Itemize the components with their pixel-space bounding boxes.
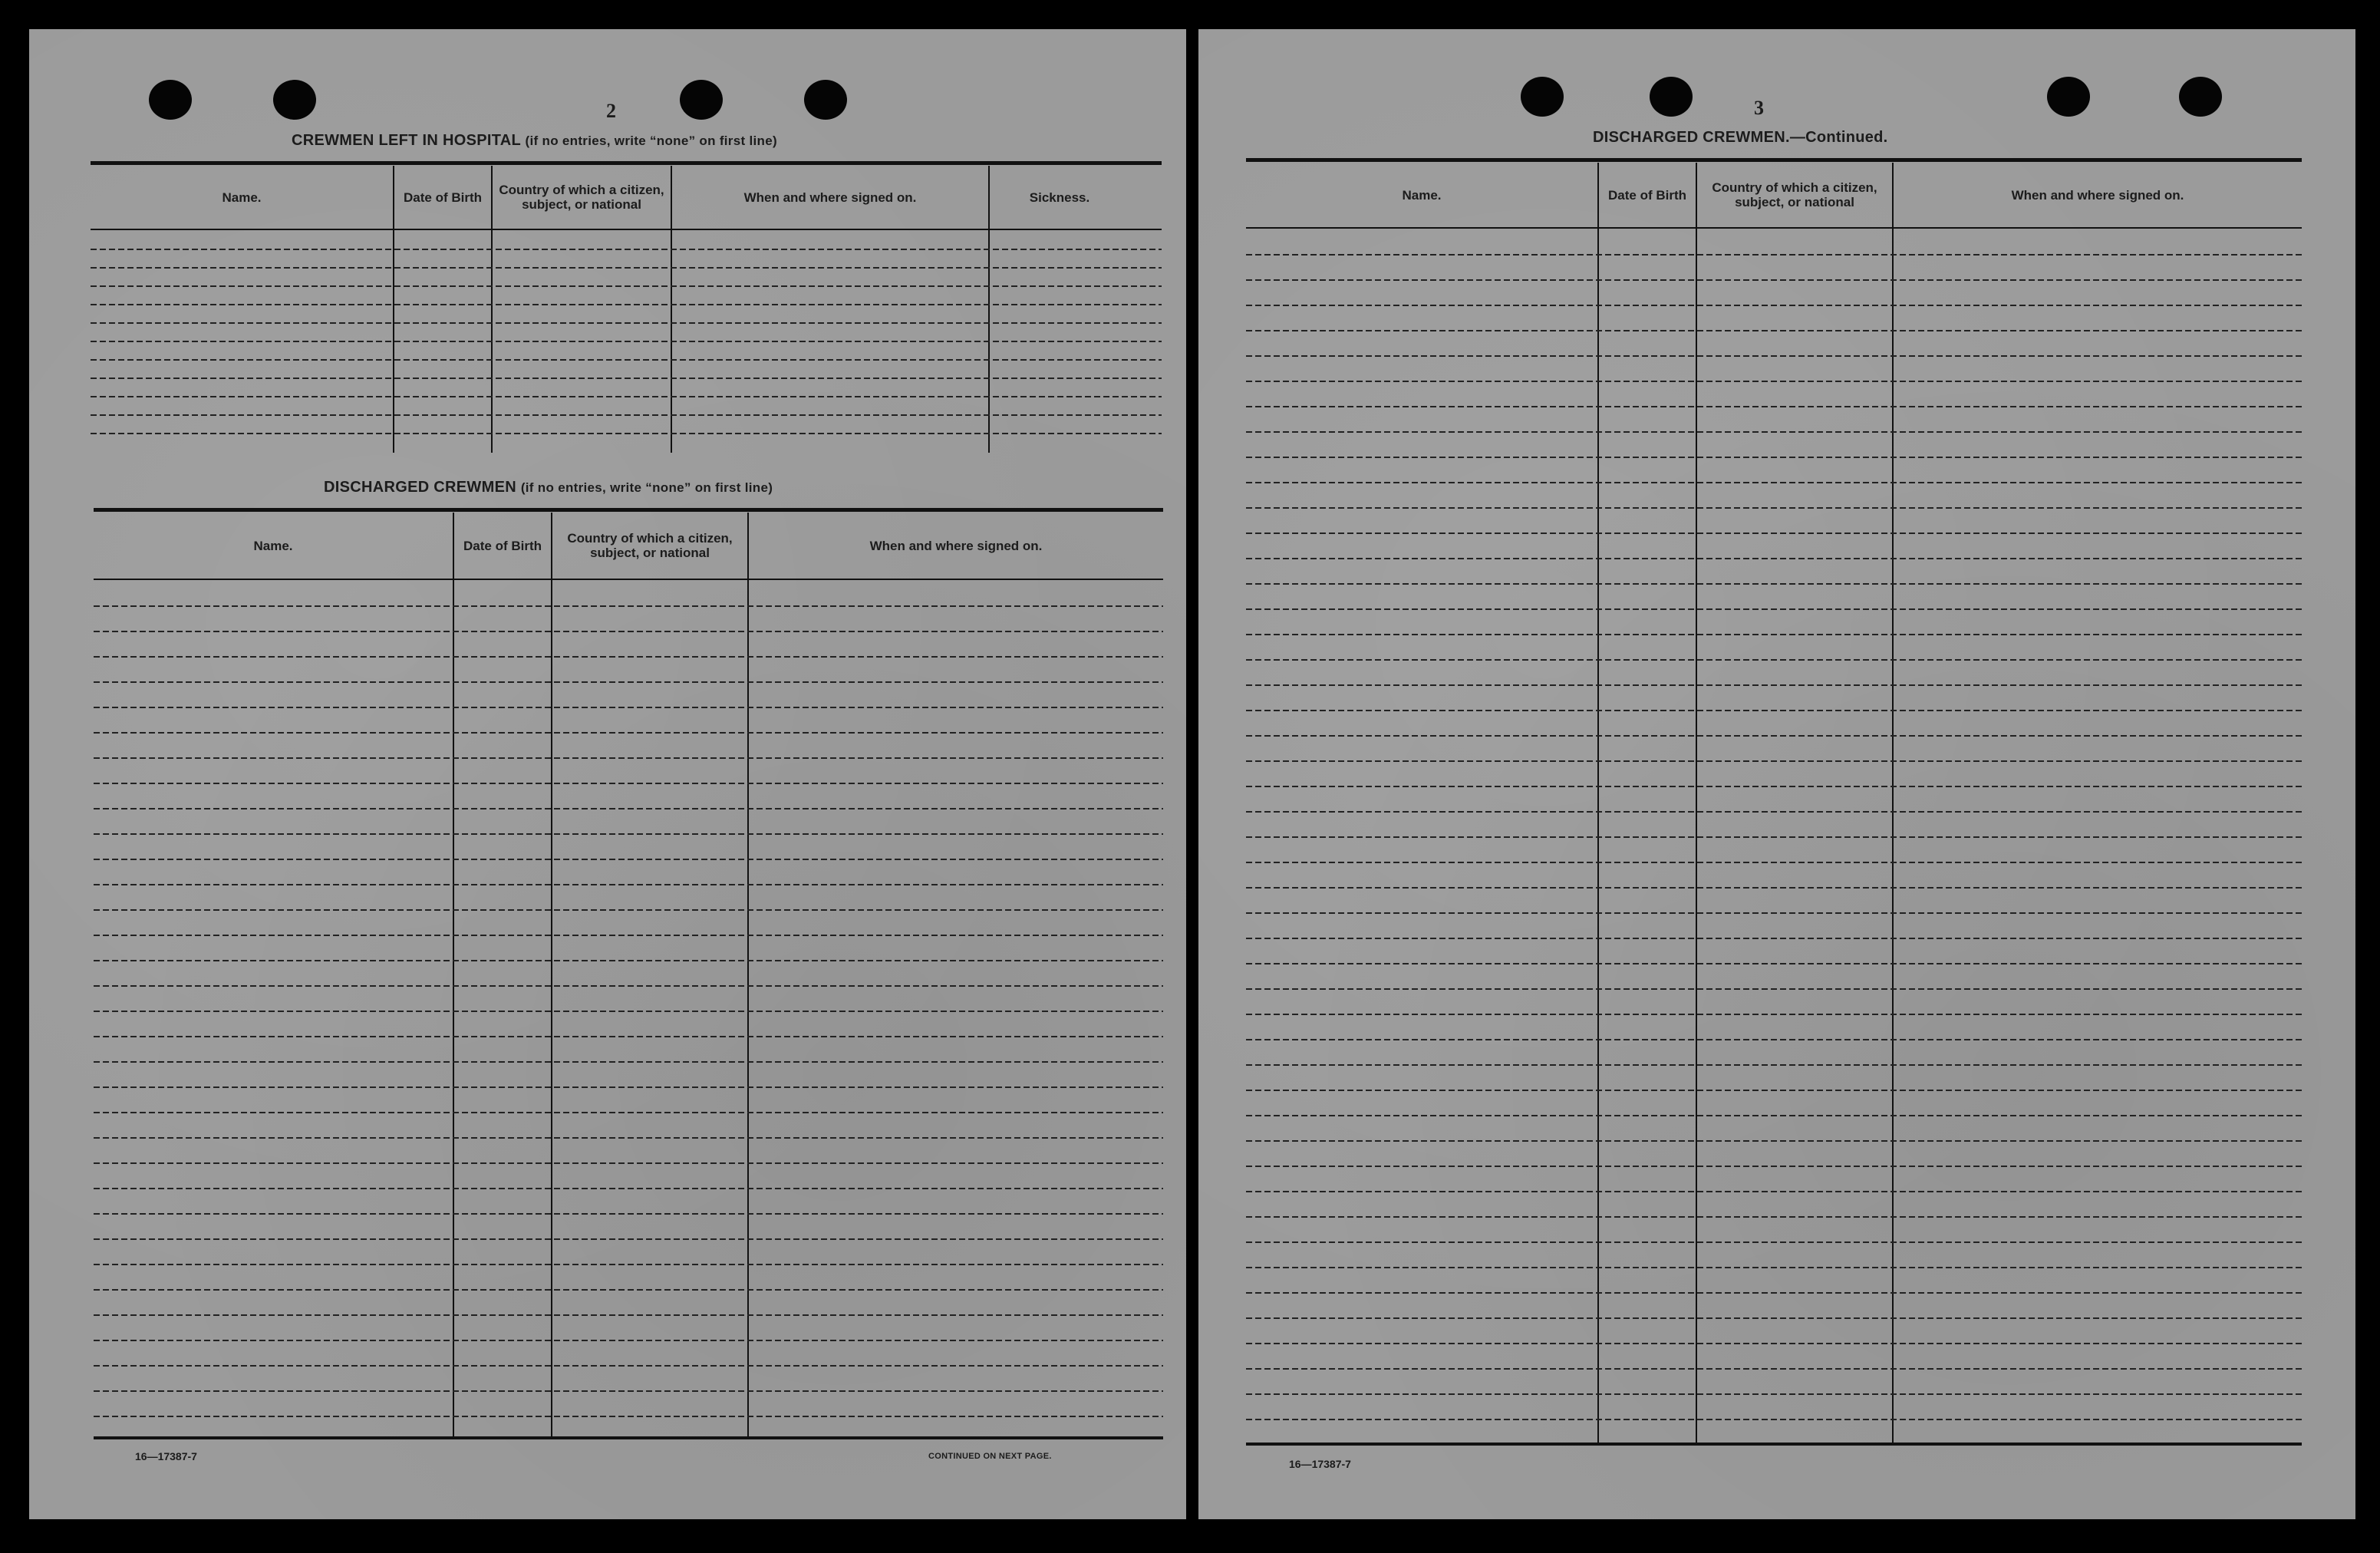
ruled-row-line bbox=[1246, 1393, 2302, 1395]
ruled-row-line bbox=[1246, 659, 2302, 661]
column-header-country: Country of which a citizen, subject, or national bbox=[1712, 180, 1877, 209]
ruled-row-line bbox=[1246, 507, 2302, 509]
ruled-row-line bbox=[94, 656, 1163, 658]
ruled-row-line bbox=[1246, 1267, 2302, 1268]
column-header-name: Name. bbox=[1402, 187, 1442, 203]
ruled-row-line bbox=[1246, 938, 2302, 939]
page-number: 3 bbox=[1754, 97, 1764, 119]
punch-hole bbox=[680, 80, 723, 120]
ruled-row-line bbox=[91, 285, 1162, 287]
ruled-row-line bbox=[1246, 710, 2302, 711]
ruled-row-line bbox=[1246, 684, 2302, 686]
ruled-row-line bbox=[94, 681, 1163, 683]
ruled-row-line bbox=[1246, 254, 2302, 256]
ruled-row-line bbox=[1246, 583, 2302, 585]
punch-hole bbox=[2047, 77, 2090, 117]
ruled-row-line bbox=[1246, 305, 2302, 306]
ruled-row-line bbox=[1246, 786, 2302, 787]
column-header-signed-on: When and where signed on. bbox=[2011, 187, 2184, 203]
row-lines bbox=[94, 580, 1163, 1436]
ruled-row-line bbox=[1246, 1140, 2302, 1142]
ruled-row-line bbox=[1246, 1368, 2302, 1370]
page-number: 2 bbox=[606, 100, 616, 122]
column-header-date-of-birth: Date of Birth bbox=[404, 190, 482, 205]
punch-hole bbox=[2179, 77, 2222, 117]
ruled-row-line bbox=[94, 1188, 1163, 1189]
ruled-row-line bbox=[94, 1390, 1163, 1392]
table-title-text: DISCHARGED CREWMEN bbox=[324, 479, 516, 496]
ruled-row-line bbox=[94, 1238, 1163, 1240]
ruled-row-line bbox=[94, 605, 1163, 607]
table-title-discharged-continued bbox=[1593, 129, 1888, 147]
table-top-rule bbox=[91, 161, 1162, 165]
ruled-row-line bbox=[1246, 558, 2302, 559]
ruled-row-line bbox=[94, 707, 1163, 708]
ruled-row-line bbox=[94, 783, 1163, 784]
ruled-row-line bbox=[91, 341, 1162, 342]
table-title-note: (if no entries, write “none” on first line) bbox=[525, 134, 777, 148]
table-top-rule bbox=[1246, 158, 2302, 162]
column-header-date-of-birth: Date of Birth bbox=[1608, 187, 1686, 203]
ruled-row-line bbox=[94, 1036, 1163, 1037]
ruled-row-line bbox=[1246, 533, 2302, 534]
ruled-row-line bbox=[1246, 608, 2302, 610]
table-title-hospital bbox=[292, 132, 777, 150]
ruled-row-line bbox=[1246, 988, 2302, 990]
ruled-row-line bbox=[94, 1314, 1163, 1316]
ruled-row-line bbox=[94, 1011, 1163, 1012]
ruled-row-line bbox=[91, 304, 1162, 305]
ruled-row-line bbox=[94, 1061, 1163, 1063]
table-top-rule bbox=[94, 508, 1163, 512]
discharged-continued-table bbox=[1246, 163, 2302, 1444]
ruled-row-line bbox=[1246, 760, 2302, 762]
table-bottom-rule bbox=[1246, 1443, 2302, 1446]
ruled-row-line bbox=[1246, 1343, 2302, 1344]
ruled-row-line bbox=[1246, 482, 2302, 483]
ruled-row-line bbox=[91, 267, 1162, 269]
row-lines bbox=[1246, 229, 2302, 1444]
ruled-row-line bbox=[1246, 355, 2302, 357]
ruled-row-line bbox=[1246, 735, 2302, 737]
ruled-row-line bbox=[1246, 1014, 2302, 1015]
ruled-row-line bbox=[91, 359, 1162, 361]
form-code: 16—17387-7 bbox=[1289, 1458, 1351, 1470]
ruled-row-line bbox=[94, 1264, 1163, 1265]
ruled-row-line bbox=[94, 1365, 1163, 1367]
ruled-row-line bbox=[94, 757, 1163, 759]
ruled-row-line bbox=[1246, 1064, 2302, 1066]
ruled-row-line bbox=[1246, 1241, 2302, 1243]
ruled-row-line bbox=[94, 1086, 1163, 1088]
ruled-row-line bbox=[1246, 279, 2302, 281]
ruled-row-line bbox=[1246, 381, 2302, 382]
ruled-row-line bbox=[1246, 1090, 2302, 1091]
punch-hole bbox=[149, 80, 192, 120]
form-page-3 bbox=[1198, 29, 2355, 1519]
hospital-table bbox=[91, 166, 1162, 453]
ruled-row-line bbox=[1246, 457, 2302, 458]
ruled-row-line bbox=[94, 1137, 1163, 1139]
discharged-table bbox=[94, 513, 1163, 1436]
ruled-row-line bbox=[91, 396, 1162, 397]
ruled-row-line bbox=[94, 732, 1163, 734]
ruled-row-line bbox=[91, 249, 1162, 250]
ruled-row-line bbox=[94, 833, 1163, 835]
column-header-name: Name. bbox=[253, 538, 293, 553]
ruled-row-line bbox=[1246, 1419, 2302, 1420]
ruled-row-line bbox=[94, 1162, 1163, 1164]
ruled-row-line bbox=[94, 909, 1163, 911]
table-title-discharged bbox=[324, 479, 773, 496]
ruled-row-line bbox=[1246, 963, 2302, 964]
ruled-row-line bbox=[1246, 1216, 2302, 1218]
punch-hole bbox=[273, 80, 316, 120]
ruled-row-line bbox=[1246, 1166, 2302, 1167]
column-header-name: Name. bbox=[222, 190, 262, 205]
column-header-country: Country of which a citizen, subject, or national bbox=[499, 183, 664, 212]
table-title-text: CREWMEN LEFT IN HOSPITAL bbox=[292, 132, 521, 149]
ruled-row-line bbox=[94, 1213, 1163, 1215]
ruled-row-line bbox=[94, 935, 1163, 936]
punch-hole bbox=[1650, 77, 1693, 117]
ruled-row-line bbox=[1246, 836, 2302, 838]
punch-hole bbox=[804, 80, 847, 120]
ruled-row-line bbox=[1246, 811, 2302, 813]
table-title-note: (if no entries, write “none” on first line) bbox=[520, 480, 773, 495]
continued-note: CONTINUED ON NEXT PAGE. bbox=[928, 1452, 1052, 1461]
ruled-row-line bbox=[1246, 634, 2302, 635]
ruled-row-line bbox=[94, 1416, 1163, 1417]
row-lines bbox=[91, 230, 1162, 453]
column-header-country: Country of which a citizen, subject, or national bbox=[567, 531, 733, 560]
ruled-row-line bbox=[91, 322, 1162, 324]
form-code: 16—17387-7 bbox=[135, 1450, 197, 1462]
ruled-row-line bbox=[94, 859, 1163, 860]
ruled-row-line bbox=[94, 1340, 1163, 1341]
ruled-row-line bbox=[94, 631, 1163, 632]
table-bottom-rule bbox=[94, 1436, 1163, 1439]
column-header-date-of-birth: Date of Birth bbox=[463, 538, 542, 553]
ruled-row-line bbox=[1246, 1191, 2302, 1192]
ruled-row-line bbox=[94, 1289, 1163, 1291]
ruled-row-line bbox=[1246, 1317, 2302, 1319]
ruled-row-line bbox=[1246, 887, 2302, 889]
ruled-row-line bbox=[94, 808, 1163, 809]
column-header-signed-on: When and where signed on. bbox=[743, 190, 917, 205]
ruled-row-line bbox=[91, 414, 1162, 416]
ruled-row-line bbox=[1246, 1039, 2302, 1040]
ruled-row-line bbox=[1246, 1292, 2302, 1294]
ruled-row-line bbox=[1246, 431, 2302, 433]
column-header-signed-on: When and where signed on. bbox=[869, 538, 1043, 553]
ruled-row-line bbox=[1246, 1115, 2302, 1116]
column-header-sickness: Sickness. bbox=[1029, 190, 1090, 205]
punch-hole bbox=[1521, 77, 1564, 117]
ruled-row-line bbox=[94, 1112, 1163, 1113]
ruled-row-line bbox=[94, 884, 1163, 885]
ruled-row-line bbox=[94, 985, 1163, 987]
ruled-row-line bbox=[1246, 406, 2302, 407]
ruled-row-line bbox=[1246, 330, 2302, 331]
form-page-2 bbox=[29, 29, 1186, 1519]
table-title-text: DISCHARGED CREWMEN.—Continued. bbox=[1593, 129, 1888, 146]
ruled-row-line bbox=[91, 433, 1162, 434]
ruled-row-line bbox=[1246, 912, 2302, 914]
ruled-row-line bbox=[94, 960, 1163, 961]
ruled-row-line bbox=[1246, 862, 2302, 863]
ruled-row-line bbox=[91, 378, 1162, 379]
